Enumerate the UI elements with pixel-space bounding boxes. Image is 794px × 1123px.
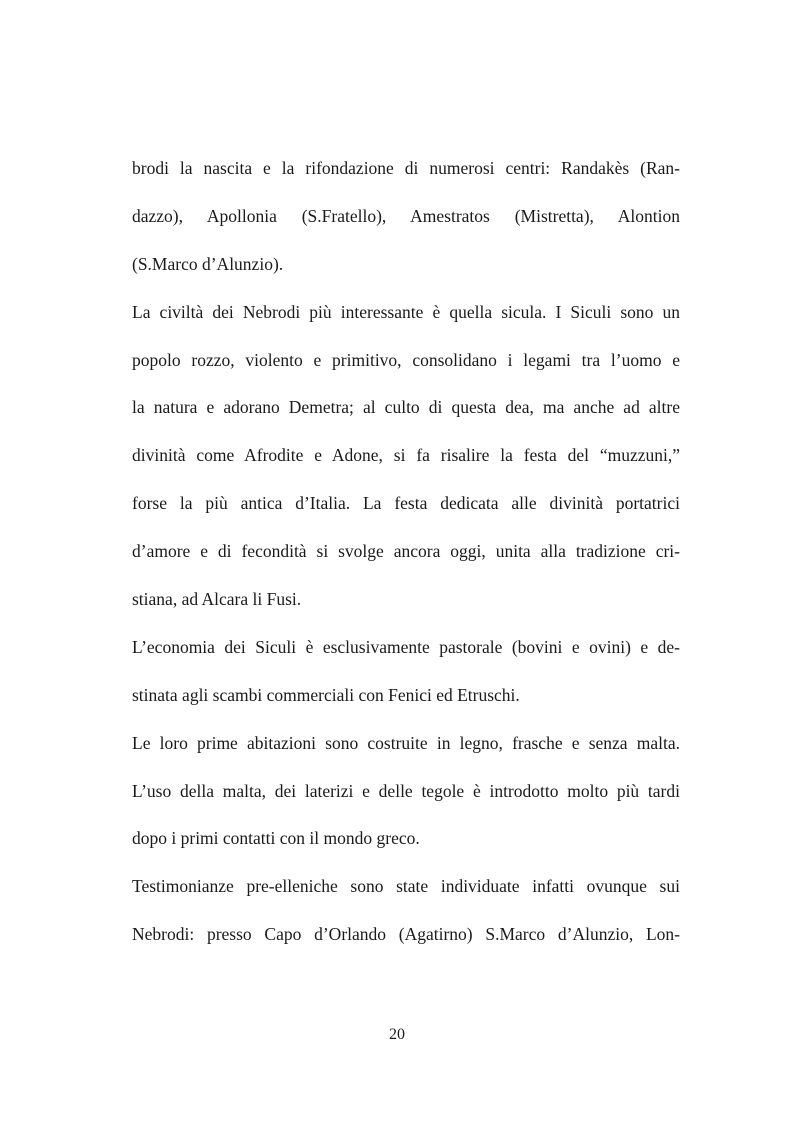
text-line: L’uso della malta, dei laterizi e delle tegole è introdotto molto più tardi [132, 780, 680, 801]
text-line: L’economia dei Siculi è esclusivamente pastorale (bovini e ovini) e de- [132, 636, 680, 657]
text-line: Nebrodi: presso Capo d’Orlando (Agatirno) S.Marco d’Alunzio, Lon- [132, 924, 680, 945]
text-line: forse la più antica d’Italia. La festa dedicata alle divinità portatrici [132, 493, 680, 514]
text-line: la natura e adorano Demetra; al culto di questa dea, ma anche ad altre [132, 397, 680, 418]
text-line: brodi la nascita e la rifondazione di numerosi centri: Randakès (Ran- [132, 158, 680, 178]
text-line: popolo rozzo, violento e primitivo, consolidano i legami tra l’uomo e [132, 349, 680, 370]
text-line: Testimonianze pre-elleniche sono state individuate infatti ovunque sui [132, 876, 680, 897]
body-text [132, 148, 680, 962]
text-line: stiana, ad Alcara li Fusi. [132, 589, 302, 610]
text-line: (S.Marco d’Alunzio). [132, 253, 284, 274]
text-line: La civiltà dei Nebrodi più interessante è quella sicula. I Siculi sono un [132, 301, 680, 322]
text-line: Le loro prime abitazioni sono costruite in legno, frasche e senza malta. [132, 732, 680, 753]
text-line: stinata agli scambi commerciali con Fenici ed Etruschi. [132, 684, 520, 705]
page-number: 20 [389, 1026, 405, 1043]
text-line: d’amore e di fecondità si svolge ancora oggi, unita alla tradizione cri- [132, 541, 680, 562]
text-line: divinità come Afrodite e Adone, si fa risalire la festa del “muzzuni,” [132, 445, 680, 466]
text-line: dazzo), Apollonia (S.Fratello), Amestratos (Mistretta), Alontion [132, 205, 680, 226]
text-line: dopo i primi contatti con il mondo greco. [132, 828, 420, 849]
